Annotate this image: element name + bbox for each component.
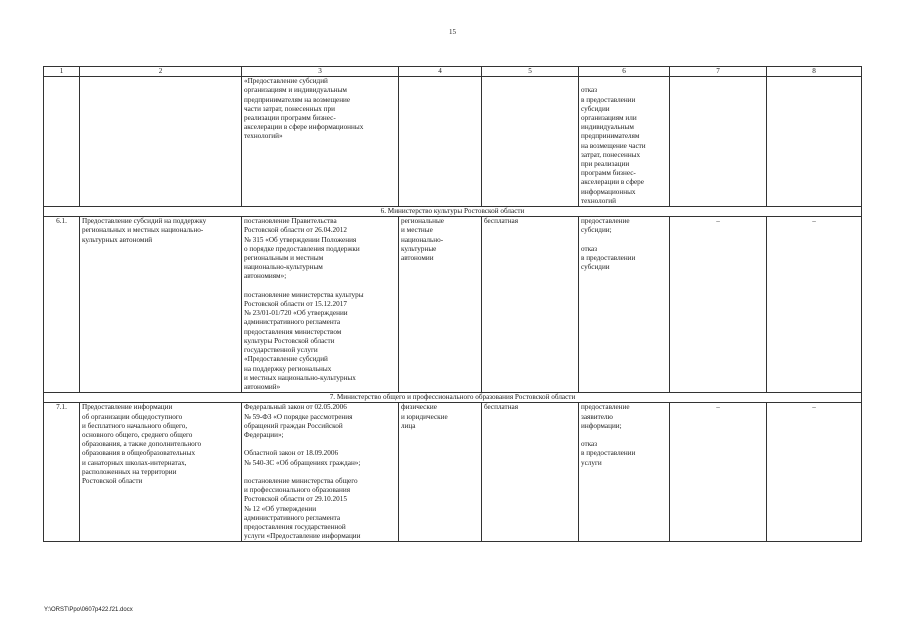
table-row	[44, 403, 862, 542]
applicants-cell: физические и юридические лица	[399, 403, 482, 542]
result-cell: предоставление субсидии; отказ в предоставлении субсидии	[579, 217, 670, 393]
section-row-7	[44, 393, 862, 403]
table-row-continued	[44, 77, 862, 207]
section-title: 6. Министерство культуры Ростовской области	[44, 207, 862, 217]
services-table	[43, 66, 862, 542]
result-cell: предоставление заявителю информации; отказ в предоставлении услуги	[579, 403, 670, 542]
column-header: 2	[80, 67, 242, 77]
section-row-6	[44, 207, 862, 217]
fee-cell: бесплатная	[482, 217, 579, 393]
legal-basis-cell: Федеральный закон от 02.05.2006 № 59-ФЗ «О порядке рассмотрения обращений граждан Российской Федерации»; Областной закон от 18.09.2006 № 540-ЗС «Об обращениях граждан»; постановление министерства общего и профессионального образования Ростовской области от 29.10.2015 № 12 «Об утверждении административного регламента предоставления государственной услуги «Предоставление информации	[242, 403, 399, 542]
fee-cell: бесплатная	[482, 403, 579, 542]
row-number: 6.1.	[44, 217, 80, 393]
column-header: 5	[482, 67, 579, 77]
column-header-row	[44, 67, 862, 77]
column-header: 6	[579, 67, 670, 77]
dash-cell: –	[767, 403, 862, 542]
column-header: 3	[242, 67, 399, 77]
service-name-cell: Предоставление субсидий на поддержку региональных и местных национально- культурных автономий	[80, 217, 242, 393]
dash-cell: –	[767, 217, 862, 393]
legal-basis-cell: «Предоставление субсидий организациям и индивидуальным предпринимателям на возмещение части затрат, понесенных при реализации программ бизнес- акселерации в сфере информационных технологий»	[242, 77, 399, 207]
column-header: 7	[670, 67, 767, 77]
dash-cell: –	[670, 217, 767, 393]
column-header: 1	[44, 67, 80, 77]
page-number: 15	[449, 28, 456, 36]
file-path-footer: Y:\ORST\Ppo\0607p422.f21.docx	[44, 607, 133, 613]
section-title: 7. Министерство общего и профессионального образования Ростовской области	[44, 393, 862, 403]
column-header: 4	[399, 67, 482, 77]
result-cell: отказ в предоставлении субсидии организациям или индивидуальным предпринимателям на возмещение части затрат, понесенных при реализации программ бизнес- акселерации в сфере информационных технологий	[579, 77, 670, 207]
dash-cell: –	[670, 403, 767, 542]
service-name-cell: Предоставление информации об организации общедоступного и бесплатного начального общего, основного общего, среднего общего образования, а также дополнительного образования в общеобразовательных и санаторных школах-интернатах, расположенных на территории Ростовской области	[80, 403, 242, 542]
table-row	[44, 217, 862, 393]
legal-basis-cell: постановление Правительства Ростовской области от 26.04.2012 № 315 «Об утверждении Положения о порядке предоставления поддержки региональным и местным национально-культурным автономиям»; постановление министерства культуры Ростовской области от 15.12.2017 № 23/01-01/720 «Об утверждении административного регламента предоставления министерством культуры Ростовской области государственной услуги «Предоставление субсидий на поддержку региональных и местных национально-культурных автономий»	[242, 217, 399, 393]
row-number: 7.1.	[44, 403, 80, 542]
column-header: 8	[767, 67, 862, 77]
applicants-cell: региональные и местные национально- культурные автономии	[399, 217, 482, 393]
